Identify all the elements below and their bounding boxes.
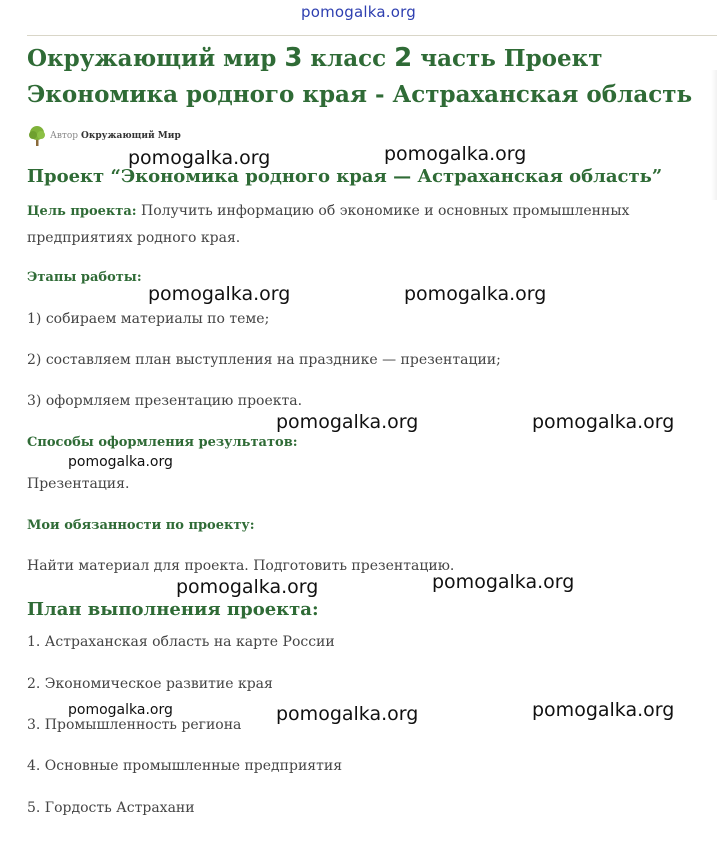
watermark: pomogalka.org bbox=[432, 571, 575, 593]
watermark: pomogalka.org bbox=[68, 702, 173, 718]
watermark: pomogalka.org bbox=[276, 411, 419, 433]
watermark: pomogalka.org bbox=[68, 454, 173, 470]
site-header bbox=[0, 0, 717, 24]
author-info bbox=[27, 125, 181, 147]
list-item: 2. Экономическое развитие края bbox=[27, 676, 273, 692]
list-item: 1. Астраханская область на карте России bbox=[27, 634, 335, 650]
duties-text: Найти материал для проекта. Подготовить презентацию. bbox=[27, 558, 455, 574]
header-divider bbox=[27, 35, 717, 36]
list-item: 3. Промышленность региона bbox=[27, 717, 242, 733]
watermark: pomogalka.org bbox=[384, 143, 527, 165]
methods-label: Способы оформления результатов: bbox=[27, 435, 298, 450]
title-part-number: 2 bbox=[394, 43, 413, 73]
goal-text: Получить информацию об экономике и основных промышленных предприятиях родного края. bbox=[27, 203, 630, 246]
methods-text: Презентация. bbox=[27, 476, 130, 492]
title-grade-number: 3 bbox=[284, 43, 303, 73]
watermark: pomogalka.org bbox=[532, 411, 675, 433]
watermark: pomogalka.org bbox=[128, 147, 271, 169]
list-item: 5. Гордость Астрахани bbox=[27, 800, 195, 816]
duties-heading bbox=[27, 512, 687, 539]
title-part-3: часть Проект bbox=[412, 45, 603, 72]
list-item: 1) собираем материалы по теме; bbox=[27, 311, 270, 327]
stages-label: Этапы работы: bbox=[27, 270, 142, 285]
author-label: Автор bbox=[50, 131, 79, 141]
plan-heading: План выполнения проекта: bbox=[27, 599, 319, 620]
title-part-1: Окружающий мир bbox=[27, 45, 285, 72]
title-line-2: Экономика родного края - Астраханская область bbox=[27, 81, 693, 108]
title-part-2: класс bbox=[302, 45, 395, 72]
stages-heading bbox=[27, 264, 687, 291]
list-item: 2) составляем план выступления на празднике — презентации; bbox=[27, 352, 501, 368]
watermark: pomogalka.org bbox=[176, 576, 319, 598]
article-title bbox=[27, 40, 707, 113]
list-item: 4. Основные промышленные предприятия bbox=[27, 758, 343, 774]
sidebar-edge bbox=[711, 70, 717, 200]
watermark: pomogalka.org bbox=[276, 703, 419, 725]
project-heading: Проект “Экономика родного края — Астраханская область” bbox=[27, 166, 663, 187]
site-logo[interactable]: pomogalka.org bbox=[301, 3, 416, 21]
author-name[interactable]: Окружающий Мир bbox=[81, 131, 181, 141]
project-goal bbox=[27, 198, 687, 251]
watermark: pomogalka.org bbox=[148, 283, 291, 305]
duties-label: Мои обязанности по проекту: bbox=[27, 518, 255, 533]
watermark: pomogalka.org bbox=[532, 699, 675, 721]
methods-heading bbox=[27, 429, 687, 456]
watermark: pomogalka.org bbox=[404, 283, 547, 305]
list-item: 3) оформляем презентацию проекта. bbox=[27, 393, 303, 409]
tree-icon bbox=[27, 125, 47, 147]
goal-label: Цель проекта: bbox=[27, 204, 137, 219]
